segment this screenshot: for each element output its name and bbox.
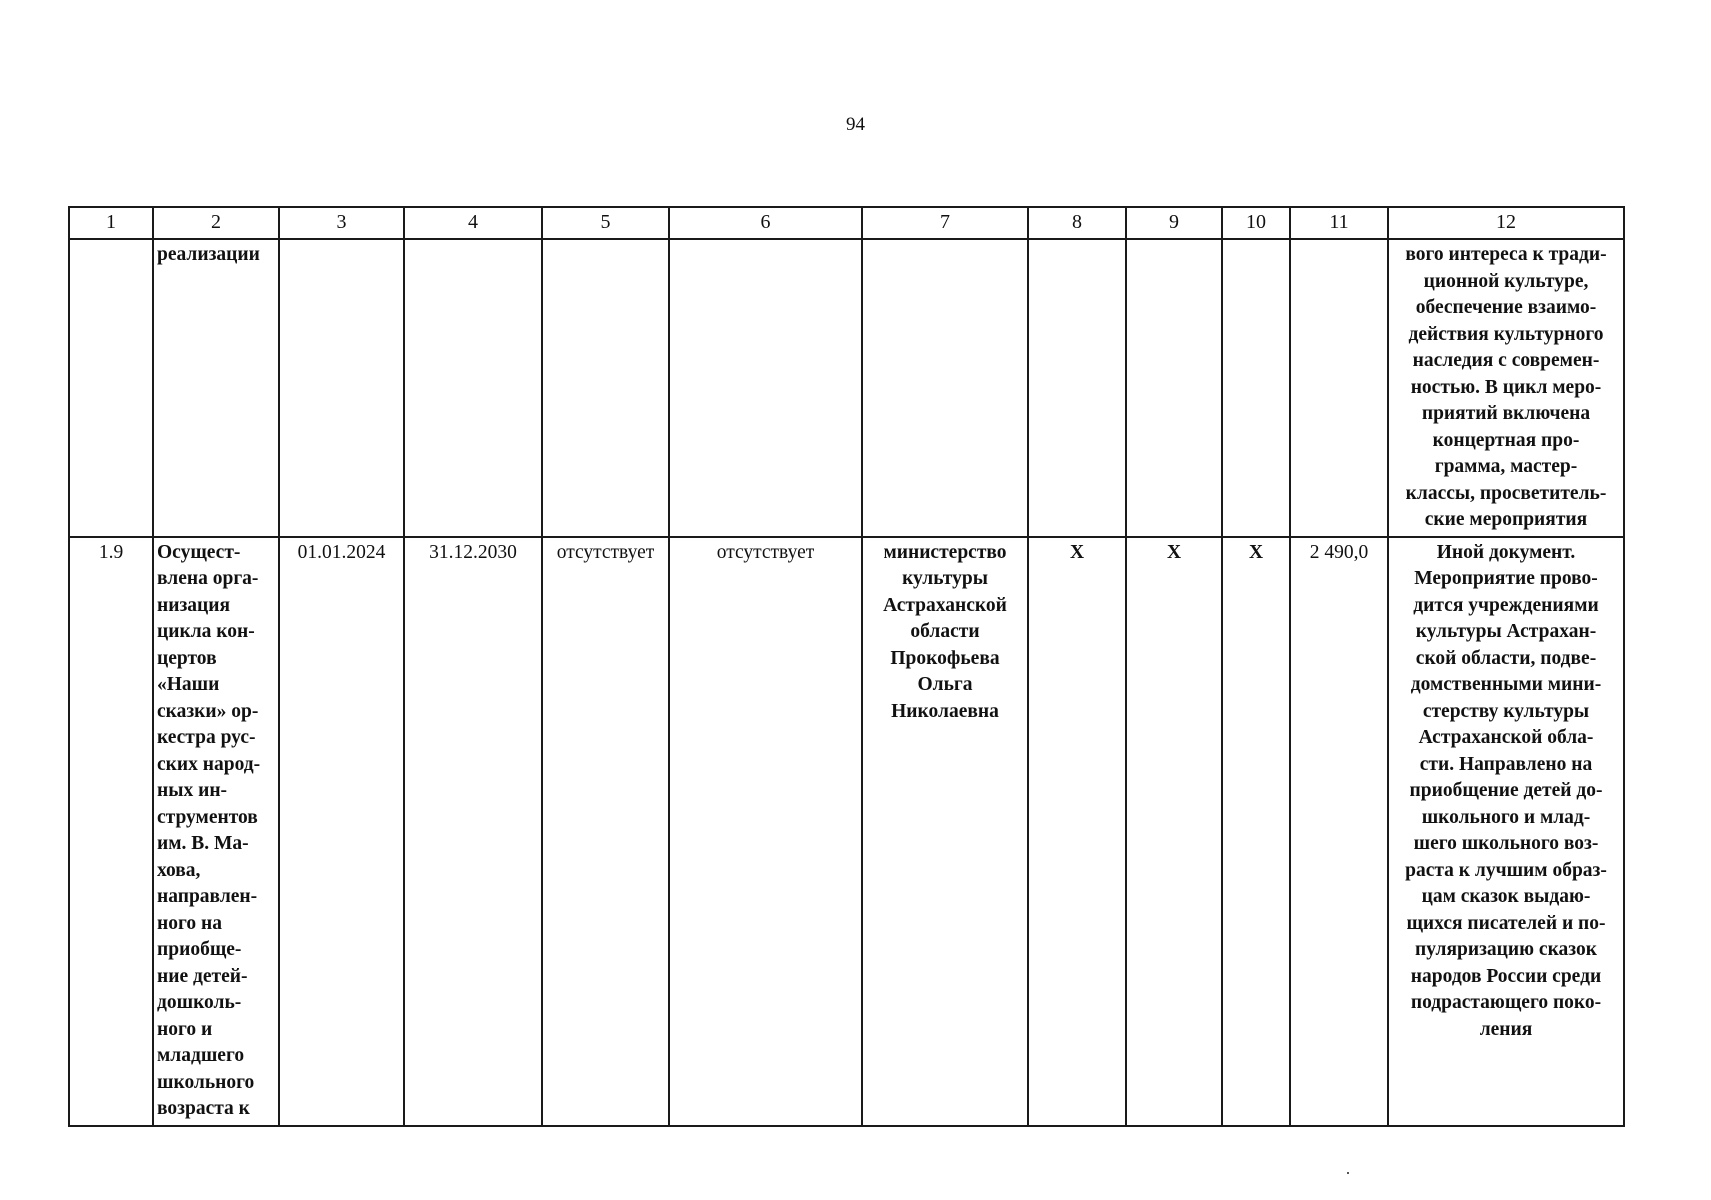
cell-empty (1222, 239, 1290, 537)
cell-col5: отсутствует (542, 537, 669, 1126)
cell-col8: X (1028, 537, 1126, 1126)
cell-continued-col2: реализации (153, 239, 279, 537)
document-table (68, 206, 1625, 1127)
cell-empty (542, 239, 669, 537)
cell-empty (862, 239, 1028, 537)
table-header-row (69, 207, 1624, 239)
cell-responsible: министерство культуры Астраханской области Прокофьева Ольга Николаевна (862, 537, 1028, 1126)
cell-empty (669, 239, 862, 537)
header-col-8: 8 (1028, 207, 1126, 239)
header-col-4: 4 (404, 207, 542, 239)
header-col-2: 2 (153, 207, 279, 239)
scan-speck (1347, 1172, 1349, 1174)
header-col-1: 1 (69, 207, 153, 239)
cell-note: Иной документ. Мероприятие прово- дится учреждениями культуры Астрахан- ской области, подве- домственными мини- стерству культуры Астраханской обла- сти. Направлено на приобщение детей до- школьного и млад- шего школьного воз- раста к лучшим образ- цам сказок выдаю- щихся писателей и по- пуляризацию сказок народов России среди подрастающего поко- ления (1388, 537, 1624, 1126)
cell-empty (1126, 239, 1222, 537)
header-col-5: 5 (542, 207, 669, 239)
cell-empty (69, 239, 153, 537)
page-number: 94 (846, 114, 865, 135)
cell-row-number: 1.9 (69, 537, 153, 1126)
cell-empty (1028, 239, 1126, 537)
cell-col6: отсутствует (669, 537, 862, 1126)
header-col-7: 7 (862, 207, 1028, 239)
cell-empty (1290, 239, 1388, 537)
header-col-3: 3 (279, 207, 404, 239)
header-col-10: 10 (1222, 207, 1290, 239)
cell-end-date: 31.12.2030 (404, 537, 542, 1126)
header-col-9: 9 (1126, 207, 1222, 239)
cell-event-description: Осущест- влена орга- низация цикла кон- цертов «Наши сказки» ор- кестра рус- ских народ- ных ин- струментов им. В. Ма- хова, направлен- ного на приобще- ние детей- дошколь- ного и младшего школьного возраста к (153, 537, 279, 1126)
cell-col9: X (1126, 537, 1222, 1126)
table-row-1-9 (69, 537, 1624, 1126)
cell-amount: 2 490,0 (1290, 537, 1388, 1126)
cell-empty (404, 239, 542, 537)
header-col-11: 11 (1290, 207, 1388, 239)
header-col-12: 12 (1388, 207, 1624, 239)
cell-start-date: 01.01.2024 (279, 537, 404, 1126)
header-col-6: 6 (669, 207, 862, 239)
cell-continued-col12: вого интереса к тради- ционной культуре, обеспечение взаимо- действия культурного наследия с современ- ностью. В цикл меро- приятий включена концертная про- грамма, мастер- классы, просветитель- ские мероприятия (1388, 239, 1624, 537)
table-row-continued (69, 239, 1624, 537)
cell-col10: X (1222, 537, 1290, 1126)
cell-empty (279, 239, 404, 537)
